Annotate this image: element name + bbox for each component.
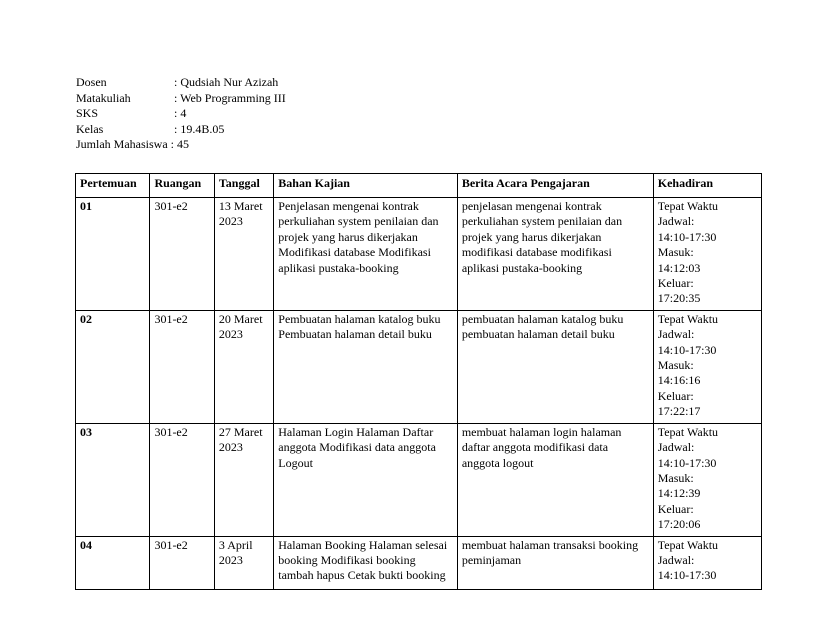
cell-berita-acara: membuat halaman login halaman daftar anggota modifikasi data anggota logout: [457, 423, 653, 536]
cell-bahan-kajian: Halaman Login Halaman Daftar anggota Modifikasi data anggota Logout: [274, 423, 458, 536]
kehadiran-line: Jadwal:: [657, 440, 695, 455]
info-label: Jumlah Mahasiswa: [76, 137, 168, 151]
table-row: [76, 423, 762, 536]
header-berita-acara: Berita Acara Pengajaran: [457, 174, 653, 198]
kehadiran-line: 14:12:39: [657, 486, 701, 501]
cell-tanggal: 13 Maret 2023: [214, 198, 273, 311]
cell-ruangan: 301-e2: [150, 423, 214, 536]
kehadiran-line: 14:10-17:30: [657, 455, 717, 470]
kehadiran-line: Tepat Waktu: [657, 537, 719, 552]
info-label: Kelas: [76, 121, 104, 136]
info-label: Matakuliah: [76, 90, 131, 105]
kehadiran-line: Keluar:: [657, 501, 694, 516]
cell-pertemuan: 02: [76, 310, 150, 423]
info-value: : 4: [174, 106, 187, 120]
info-value: : 45: [167, 137, 189, 151]
cell-bahan-kajian: Penjelasan mengenai kontrak perkuliahan system penilaian dan projek yang harus dikerjakan Modifikasi database Modifikasi aplikasi pustaka-booking: [274, 198, 458, 311]
cell-pertemuan: 04: [76, 536, 150, 589]
cell-kehadiran: [653, 310, 761, 423]
kehadiran-line: Jadwal:: [657, 552, 695, 567]
kehadiran-line: 14:10-17:30: [657, 342, 717, 357]
header-kehadiran: Kehadiran: [653, 174, 761, 198]
cell-tanggal: 20 Maret 2023: [214, 310, 273, 423]
cell-ruangan: 301-e2: [150, 198, 214, 311]
kehadiran-line: Keluar:: [657, 276, 694, 291]
cell-berita-acara: membuat halaman transaksi booking peminjaman: [457, 536, 653, 589]
header-tanggal: Tanggal: [214, 174, 273, 198]
cell-kehadiran: [653, 423, 761, 536]
header-bahan-kajian: Bahan Kajian: [274, 174, 458, 198]
cell-ruangan: 301-e2: [150, 310, 214, 423]
kehadiran-line: 14:16:16: [657, 373, 701, 388]
kehadiran-line: Masuk:: [657, 470, 694, 485]
kehadiran-line: 17:20:06: [657, 517, 701, 532]
info-dosen: [76, 75, 286, 91]
cell-bahan-kajian: Pembuatan halaman katalog buku Pembuatan halaman detail buku: [274, 310, 458, 423]
kehadiran-line: Tepat Waktu: [657, 311, 719, 326]
cell-pertemuan: 01: [76, 198, 150, 311]
cell-tanggal: 27 Maret 2023: [214, 423, 273, 536]
header-ruangan: Ruangan: [150, 174, 214, 198]
info-matakuliah: [76, 91, 286, 107]
table-header-row: [76, 174, 762, 198]
info-jumlah-mahasiswa: [76, 137, 286, 153]
info-label: SKS: [76, 106, 99, 120]
schedule-table: [75, 173, 762, 590]
info-value: : Web Programming III: [174, 90, 286, 105]
kehadiran-line: 17:22:17: [657, 404, 701, 419]
cell-berita-acara: pembuatan halaman katalog buku pembuatan halaman detail buku: [457, 310, 653, 423]
info-label: Dosen: [76, 75, 107, 89]
kehadiran-line: 14:10-17:30: [657, 568, 717, 583]
table-row: [76, 536, 762, 589]
cell-berita-acara: penjelasan mengenai kontrak perkuliahan system penilaian dan projek yang harus dikerjakan modifikasi database modifikasi aplikasi pustaka-booking: [457, 198, 653, 311]
kehadiran-line: Jadwal:: [657, 214, 695, 229]
cell-tanggal: 3 April 2023: [214, 536, 273, 589]
kehadiran-line: 14:12:03: [657, 260, 701, 275]
cell-ruangan: 301-e2: [150, 536, 214, 589]
kehadiran-line: Masuk:: [657, 245, 694, 260]
info-value: : Qudsiah Nur Azizah: [174, 75, 279, 89]
table-row: [76, 198, 762, 311]
header-pertemuan: Pertemuan: [76, 174, 150, 198]
kehadiran-line: 14:10-17:30: [657, 229, 717, 244]
kehadiran-line: Jadwal:: [657, 327, 695, 342]
table-row: [76, 310, 762, 423]
info-value: : 19.4B.05: [174, 121, 225, 136]
cell-kehadiran: [653, 198, 761, 311]
info-kelas: [76, 122, 286, 138]
cell-pertemuan: 03: [76, 423, 150, 536]
info-sks: [76, 106, 286, 122]
kehadiran-line: 17:20:35: [657, 291, 701, 306]
course-info: [76, 75, 286, 153]
kehadiran-line: Masuk:: [657, 358, 694, 373]
kehadiran-line: Tepat Waktu: [657, 424, 719, 439]
kehadiran-line: Tepat Waktu: [657, 199, 719, 213]
kehadiran-line: Keluar:: [657, 388, 694, 403]
cell-kehadiran: [653, 536, 761, 589]
cell-bahan-kajian: Halaman Booking Halaman selesai booking Modifikasi booking tambah hapus Cetak bukti booking: [274, 536, 458, 589]
